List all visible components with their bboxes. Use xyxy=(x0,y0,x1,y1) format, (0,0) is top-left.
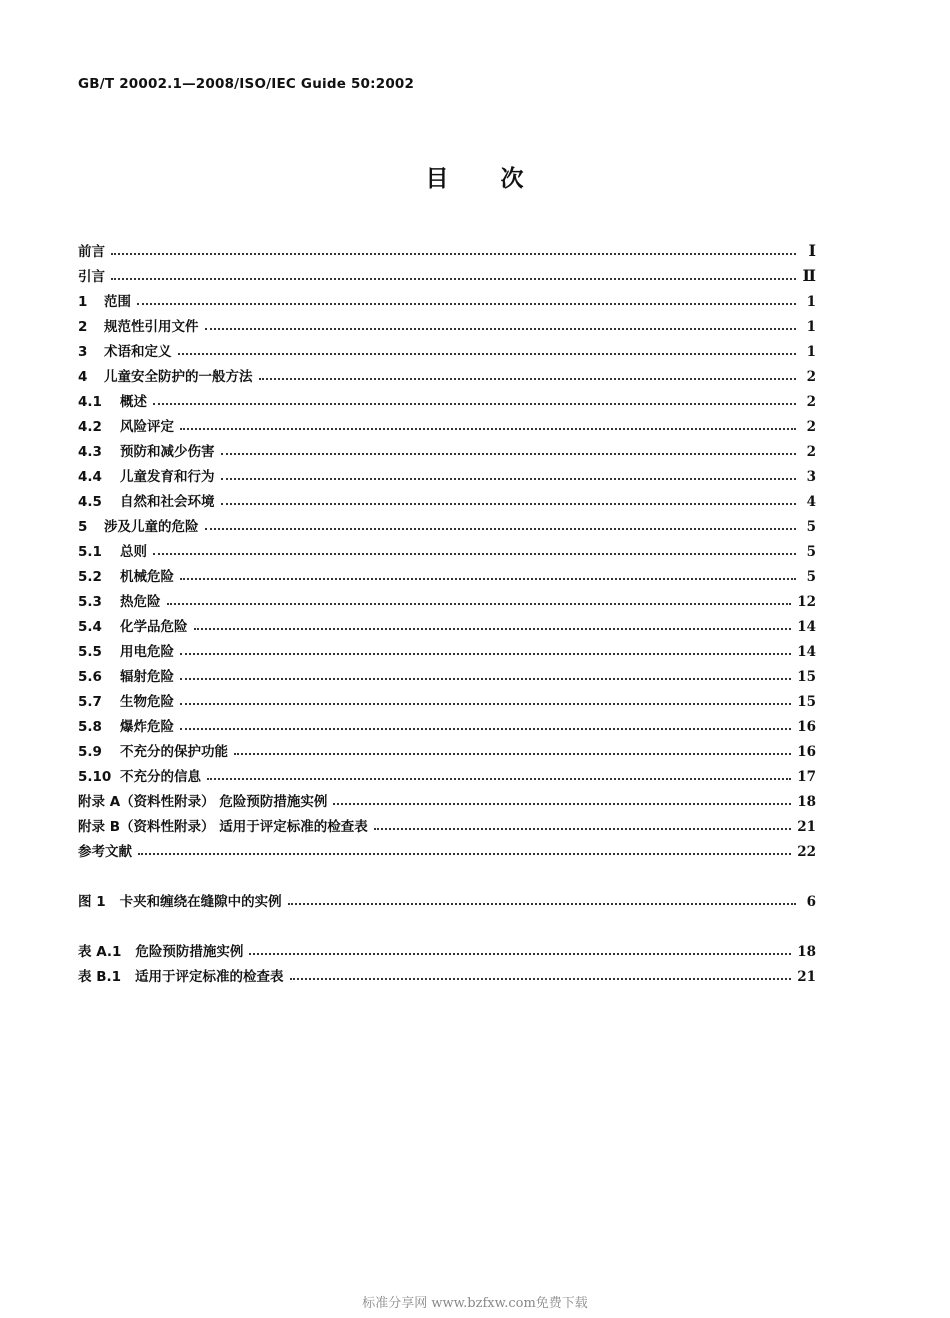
toc-entry[interactable] xyxy=(78,485,816,510)
dot-leader xyxy=(137,303,796,305)
toc-entry-page: 21 xyxy=(797,819,816,835)
toc-entry-label: 儿童发育和行为 xyxy=(120,469,215,485)
toc-entry-page: 2 xyxy=(806,444,816,460)
toc-entry-page: 1 xyxy=(806,319,816,335)
dot-leader xyxy=(180,653,791,655)
toc-entry-label: 化学品危险 xyxy=(120,619,188,635)
toc-entry[interactable] xyxy=(78,335,816,360)
toc-entry-page: 14 xyxy=(797,619,816,635)
toc-entry-number: 5.8 xyxy=(78,719,102,735)
toc-entry[interactable] xyxy=(78,260,816,285)
toc-entry[interactable] xyxy=(78,960,816,985)
dot-leader xyxy=(290,978,792,980)
toc-entry-number: 3 xyxy=(78,344,88,360)
dot-leader xyxy=(288,903,796,905)
toc-entry-label: 爆炸危险 xyxy=(120,719,174,735)
toc-entry-page: 6 xyxy=(806,894,816,910)
dot-leader xyxy=(178,353,797,355)
toc-entry-page: 22 xyxy=(797,844,816,860)
toc-entry-number: 图 1 xyxy=(78,894,106,910)
toc-entry[interactable] xyxy=(78,235,816,260)
toc-entry[interactable] xyxy=(78,660,816,685)
toc-entry[interactable] xyxy=(78,785,816,810)
toc-entry-label: 概述 xyxy=(120,394,147,410)
toc-entry-page: 14 xyxy=(797,644,816,660)
toc-entry-label: 前言 xyxy=(78,244,105,260)
toc-entry[interactable] xyxy=(78,835,816,860)
dot-leader xyxy=(153,403,796,405)
toc-entry-label: 附录 A（资料性附录） 危险预防措施实例 xyxy=(78,794,328,810)
toc-entry-number: 5.5 xyxy=(78,644,102,660)
dot-leader xyxy=(111,278,796,280)
toc-entry-label: 适用于评定标准的检查表 xyxy=(135,969,284,985)
dot-leader xyxy=(153,553,796,555)
toc-entry[interactable] xyxy=(78,510,816,535)
toc-entry-page: 3 xyxy=(806,469,816,485)
toc-entry-page: 16 xyxy=(797,744,816,760)
toc-entry-page: 2 xyxy=(806,419,816,435)
toc-entry-page: Ⅱ xyxy=(802,266,816,285)
toc-entry-label: 自然和社会环境 xyxy=(120,494,215,510)
dot-leader xyxy=(207,778,791,780)
toc-entry-page: 18 xyxy=(797,794,816,810)
dot-leader xyxy=(259,378,797,380)
dot-leader xyxy=(194,628,792,630)
toc-entry-number: 4.2 xyxy=(78,419,102,435)
dot-leader xyxy=(221,478,797,480)
toc-entry[interactable] xyxy=(78,385,816,410)
toc-entry-number: 4.5 xyxy=(78,494,102,510)
toc-table-list xyxy=(78,935,816,985)
toc-entry-number: 5.1 xyxy=(78,544,102,560)
dot-leader xyxy=(374,828,792,830)
dot-leader xyxy=(111,253,796,255)
toc-entry-label: 总则 xyxy=(120,544,147,560)
toc-entry-page: 1 xyxy=(806,344,816,360)
toc-entry-number: 表 B.1 xyxy=(78,969,122,985)
toc-entry-label: 术语和定义 xyxy=(104,344,172,360)
toc-entry-page: 15 xyxy=(797,694,816,710)
dot-leader xyxy=(221,453,797,455)
toc-entry-page: 4 xyxy=(806,494,816,510)
toc-entry-page: 12 xyxy=(797,594,816,610)
dot-leader xyxy=(180,578,796,580)
toc-entry-page: 2 xyxy=(806,369,816,385)
page-title: 目 次 xyxy=(425,166,525,192)
toc-entry-label: 参考文献 xyxy=(78,844,132,860)
toc-entry-number: 4.1 xyxy=(78,394,102,410)
dot-leader xyxy=(249,953,791,955)
toc-entry-number: 5.10 xyxy=(78,769,112,785)
toc-entry-page: 2 xyxy=(806,394,816,410)
toc-entry[interactable] xyxy=(78,760,816,785)
toc-figure-list xyxy=(78,885,816,910)
toc-entry-page: 5 xyxy=(806,569,816,585)
dot-leader xyxy=(138,853,791,855)
toc-entry-number: 5.6 xyxy=(78,669,102,685)
dot-leader xyxy=(333,803,791,805)
toc-entry-number: 5.4 xyxy=(78,619,102,635)
toc-entry[interactable] xyxy=(78,410,816,435)
toc-entry[interactable] xyxy=(78,735,816,760)
toc-main-list xyxy=(78,235,816,860)
dot-leader xyxy=(221,503,797,505)
toc-entry[interactable] xyxy=(78,585,816,610)
dot-leader xyxy=(180,428,796,430)
toc-entry[interactable] xyxy=(78,535,816,560)
toc-entry-number: 4.3 xyxy=(78,444,102,460)
dot-leader xyxy=(180,728,791,730)
toc-entry-label: 热危险 xyxy=(120,594,161,610)
toc-entry-label: 辐射危险 xyxy=(120,669,174,685)
toc-entry[interactable] xyxy=(78,460,816,485)
toc-entry-label: 涉及儿童的危险 xyxy=(104,519,199,535)
toc-entry-label: 引言 xyxy=(78,269,105,285)
toc-entry-label: 预防和减少伤害 xyxy=(120,444,215,460)
toc-entry-page: 5 xyxy=(806,519,816,535)
toc-entry[interactable] xyxy=(78,610,816,635)
toc-entry-label: 风险评定 xyxy=(120,419,174,435)
toc-entry[interactable] xyxy=(78,810,816,835)
toc-entry[interactable] xyxy=(78,435,816,460)
watermark-footer: 标准分享网 www.bzfxw.com免费下载 xyxy=(362,1296,588,1311)
table-of-contents xyxy=(78,235,816,985)
toc-entry-number: 5.3 xyxy=(78,594,102,610)
toc-entry-page: 1 xyxy=(806,294,816,310)
toc-entry-label: 用电危险 xyxy=(120,644,174,660)
toc-entry-label: 机械危险 xyxy=(120,569,174,585)
dot-leader xyxy=(167,603,792,605)
toc-entry-page: 15 xyxy=(797,669,816,685)
toc-entry-number: 表 A.1 xyxy=(78,944,122,960)
toc-entry-number: 5.9 xyxy=(78,744,102,760)
toc-entry-page: 21 xyxy=(797,969,816,985)
toc-entry-page: Ⅰ xyxy=(808,241,816,260)
toc-entry-label: 规范性引用文件 xyxy=(104,319,199,335)
dot-leader xyxy=(234,753,791,755)
dot-leader xyxy=(205,328,797,330)
toc-entry[interactable] xyxy=(78,710,816,735)
toc-entry[interactable] xyxy=(78,560,816,585)
toc-entry[interactable] xyxy=(78,935,816,960)
toc-entry-label: 生物危险 xyxy=(120,694,174,710)
toc-entry-number: 1 xyxy=(78,294,88,310)
dot-leader xyxy=(205,528,797,530)
toc-entry-label: 儿童安全防护的一般方法 xyxy=(104,369,253,385)
toc-entry-page: 18 xyxy=(797,944,816,960)
standard-code-header: GB/T 20002.1—2008/ISO/IEC Guide 50:2002 xyxy=(78,76,415,92)
toc-entry[interactable] xyxy=(78,635,816,660)
toc-entry-number: 4.4 xyxy=(78,469,102,485)
toc-entry-number: 2 xyxy=(78,319,88,335)
toc-entry-label: 危险预防措施实例 xyxy=(135,944,244,960)
toc-entry[interactable] xyxy=(78,685,816,710)
dot-leader xyxy=(180,703,791,705)
toc-entry-page: 17 xyxy=(797,769,816,785)
toc-entry[interactable] xyxy=(78,285,816,310)
toc-entry[interactable] xyxy=(78,360,816,385)
toc-entry-label: 不充分的保护功能 xyxy=(120,744,228,760)
toc-entry-number: 4 xyxy=(78,369,88,385)
toc-entry-page: 5 xyxy=(806,544,816,560)
toc-entry[interactable] xyxy=(78,885,816,910)
toc-entry[interactable] xyxy=(78,310,816,335)
toc-entry-label: 附录 B（资料性附录） 适用于评定标准的检查表 xyxy=(78,819,368,835)
toc-entry-label: 不充分的信息 xyxy=(120,769,201,785)
toc-entry-number: 5.7 xyxy=(78,694,102,710)
toc-entry-number: 5.2 xyxy=(78,569,102,585)
toc-entry-page: 16 xyxy=(797,719,816,735)
dot-leader xyxy=(180,678,791,680)
toc-entry-label: 范围 xyxy=(104,294,131,310)
toc-entry-number: 5 xyxy=(78,519,88,535)
toc-entry-label: 卡夹和缠绕在缝隙中的实例 xyxy=(119,894,282,910)
